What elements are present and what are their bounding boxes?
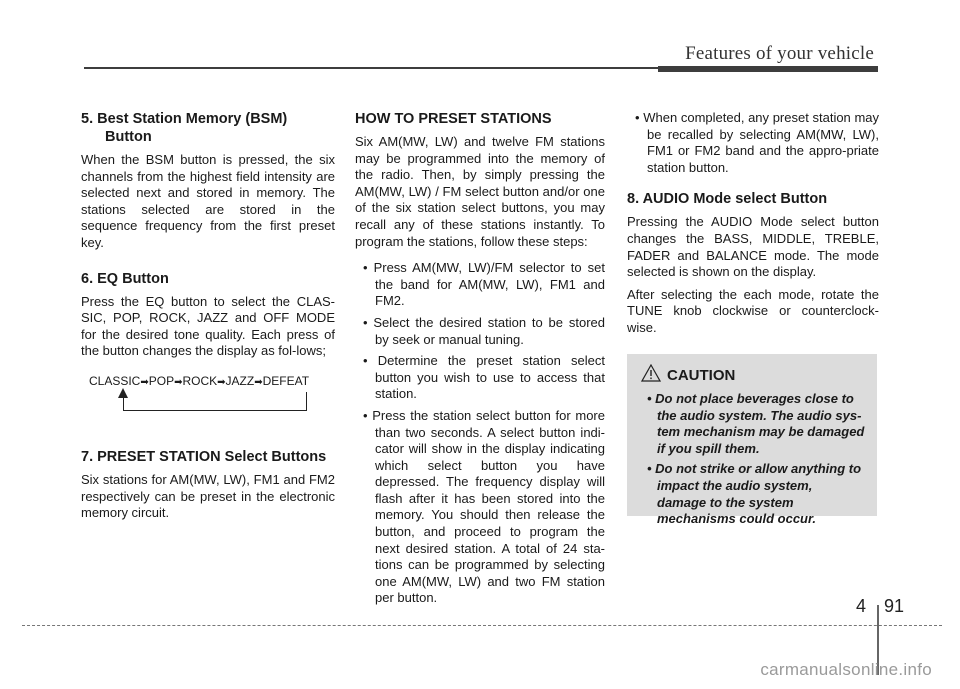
loop-back-line [123,392,307,411]
eq-sequence [89,374,309,388]
warning-triangle-icon [641,364,661,387]
footer-dashed-rule [22,625,942,626]
recall-list [627,110,879,176]
section-body: Pressing the AUDIO Mode select button changes the BASS, MIDDLE, TREBLE, FADER and BALANCE mode. The mode selected is shown on the display. [627,214,879,280]
section-body: Six stations for AM(MW, LW), FM1 and FM2 respectively can be preset in the electronic memory circuit. [81,471,335,521]
list-item: • Press AM(MW, LW)/FM selector to set the band for AM(MW, LW), FM1 and FM2. [355,260,605,310]
right-arrow-icon: ➡ [140,376,149,388]
list-item: • Do not place beverages close to the audio system. The audio sys-tem mechanism may be damaged if you spill them. [641,391,865,457]
page-number: 91 [884,596,905,616]
chapter-number: 4 [856,596,867,616]
column-middle [355,110,605,625]
section-bsm [81,110,335,252]
right-arrow-icon: ➡ [217,376,226,388]
header-rule-accent [658,66,878,72]
list-item: • When completed, any preset station may be recalled by selecting AM(MW, LW), FM1 or FM2 band and the appro-priate station button. [627,110,879,176]
caution-box [627,354,877,527]
section-heading: 8. AUDIO Mode select Button [627,191,828,208]
eq-sequence-diagram [81,374,335,430]
section-heading: 6. EQ Button [81,270,169,287]
section-heading: 7. PRESET STATION Select Buttons [81,448,327,465]
section-preset-select [81,448,335,522]
column-right [627,110,879,355]
eq-mode-rock: ROCK [182,373,218,388]
list-item: • Press the station select button for more than two seconds. A select button indi-cator will show in the display indicating which select button you have depressed. The frequency display will flash after it has been stored into the memory. You should then release the button, and proceed to program the next desired station. A total of 24 sta-tions can be programmed by selecting one AM(MW, LW) and two FM station per button. [355,408,605,607]
header-title: Features of your vehicle [685,43,874,64]
eq-mode-classic: CLASSIC [89,373,141,388]
caution-header [641,364,865,387]
section-how-to-preset [355,110,605,607]
list-item: • Determine the preset station select button you wish to use to access that station. [355,353,605,403]
section-body: Six AM(MW, LW) and twelve FM stations may be programmed into the memory of the radio. Then, by simply pressing the AM(MW, LW) / FM select button and/or one of the six station select buttons, you may recall any of these stations instantly. To program the stations, follow these steps: [355,134,605,249]
watermark: carmanualsonline.info [760,660,932,679]
up-arrow-icon [118,388,128,398]
list-item: • Select the desired station to be stored by seek or manual tuning. [355,315,605,348]
eq-mode-jazz: JAZZ [225,373,255,388]
right-arrow-icon: ➡ [254,376,263,388]
column-left [81,110,335,540]
section-body: When the BSM button is pressed, the six channels from the highest field intensity are selected next and stored in memory. The stations selected are stored in the sequence frequency from the first preset key. [81,152,335,250]
section-eq [81,270,335,430]
caution-title: CAUTION [667,367,736,384]
steps-list [355,260,605,607]
section-heading: 5. Best Station Memory (BSM) Button [81,111,288,145]
right-arrow-icon: ➡ [174,376,183,388]
section-body: After selecting the each mode, rotate the TUNE knob clockwise or counterclock-wise. [627,286,879,335]
section-heading: HOW TO PRESET STATIONS [355,111,552,127]
caution-list [641,391,865,528]
section-audio-mode [627,190,879,336]
eq-mode-defeat: DEFEAT [262,373,310,388]
list-item: • Do not strike or allow anything to impact the audio system, damage to the system mechanisms could occur. [641,461,865,527]
eq-mode-pop: POP [148,373,175,388]
section-body: Press the EQ button to select the CLAS-SIC, POP, ROCK, JAZZ and OFF MODE for the desired tone quality. Each press of the button changes the display as fol-lows; [81,293,335,359]
